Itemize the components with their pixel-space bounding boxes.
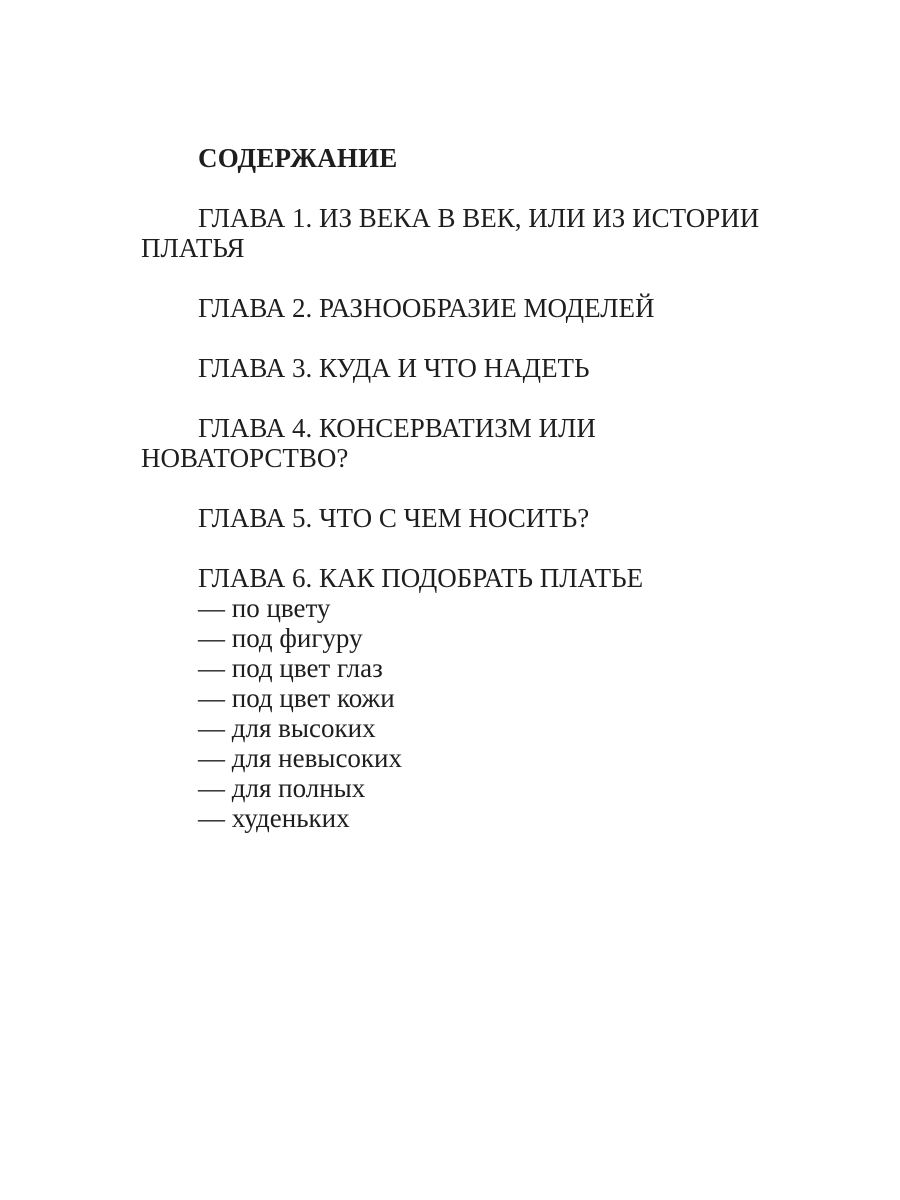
list-item: — для невысоких [198,743,403,773]
list-item: — худеньких [198,803,350,833]
toc-chapter-4: ГЛАВА 4. КОНСЕРВАТИЗМ ИЛИ НОВАТОРСТВО? [141,413,596,473]
toc-chapter-6: ГЛАВА 6. КАК ПОДОБРАТЬ ПЛАТЬЕ [198,563,644,593]
toc-chapter-5: ГЛАВА 5. ЧТО С ЧЕМ НОСИТЬ? [198,503,590,533]
list-item: — под цвет кожи [198,683,395,713]
chapter-6-sublist [141,593,781,833]
list-item: — под цвет глаз [198,653,383,683]
list-item: — для высоких [198,713,376,743]
toc-chapter-3: ГЛАВА 3. КУДА И ЧТО НАДЕТЬ [198,353,590,383]
toc-heading: СОДЕРЖАНИЕ [198,143,398,173]
table-of-contents [141,143,781,833]
list-item: — для полных [198,773,366,803]
toc-chapter-2: ГЛАВА 2. РАЗНООБРАЗИЕ МОДЕЛЕЙ [198,293,655,323]
list-item: — под фигуру [198,623,363,653]
toc-chapter-1: ГЛАВА 1. ИЗ ВЕКА В ВЕК, ИЛИ ИЗ ИСТОРИИ ПЛАТЬЯ [141,203,760,263]
list-item: — по цвету [198,593,331,623]
